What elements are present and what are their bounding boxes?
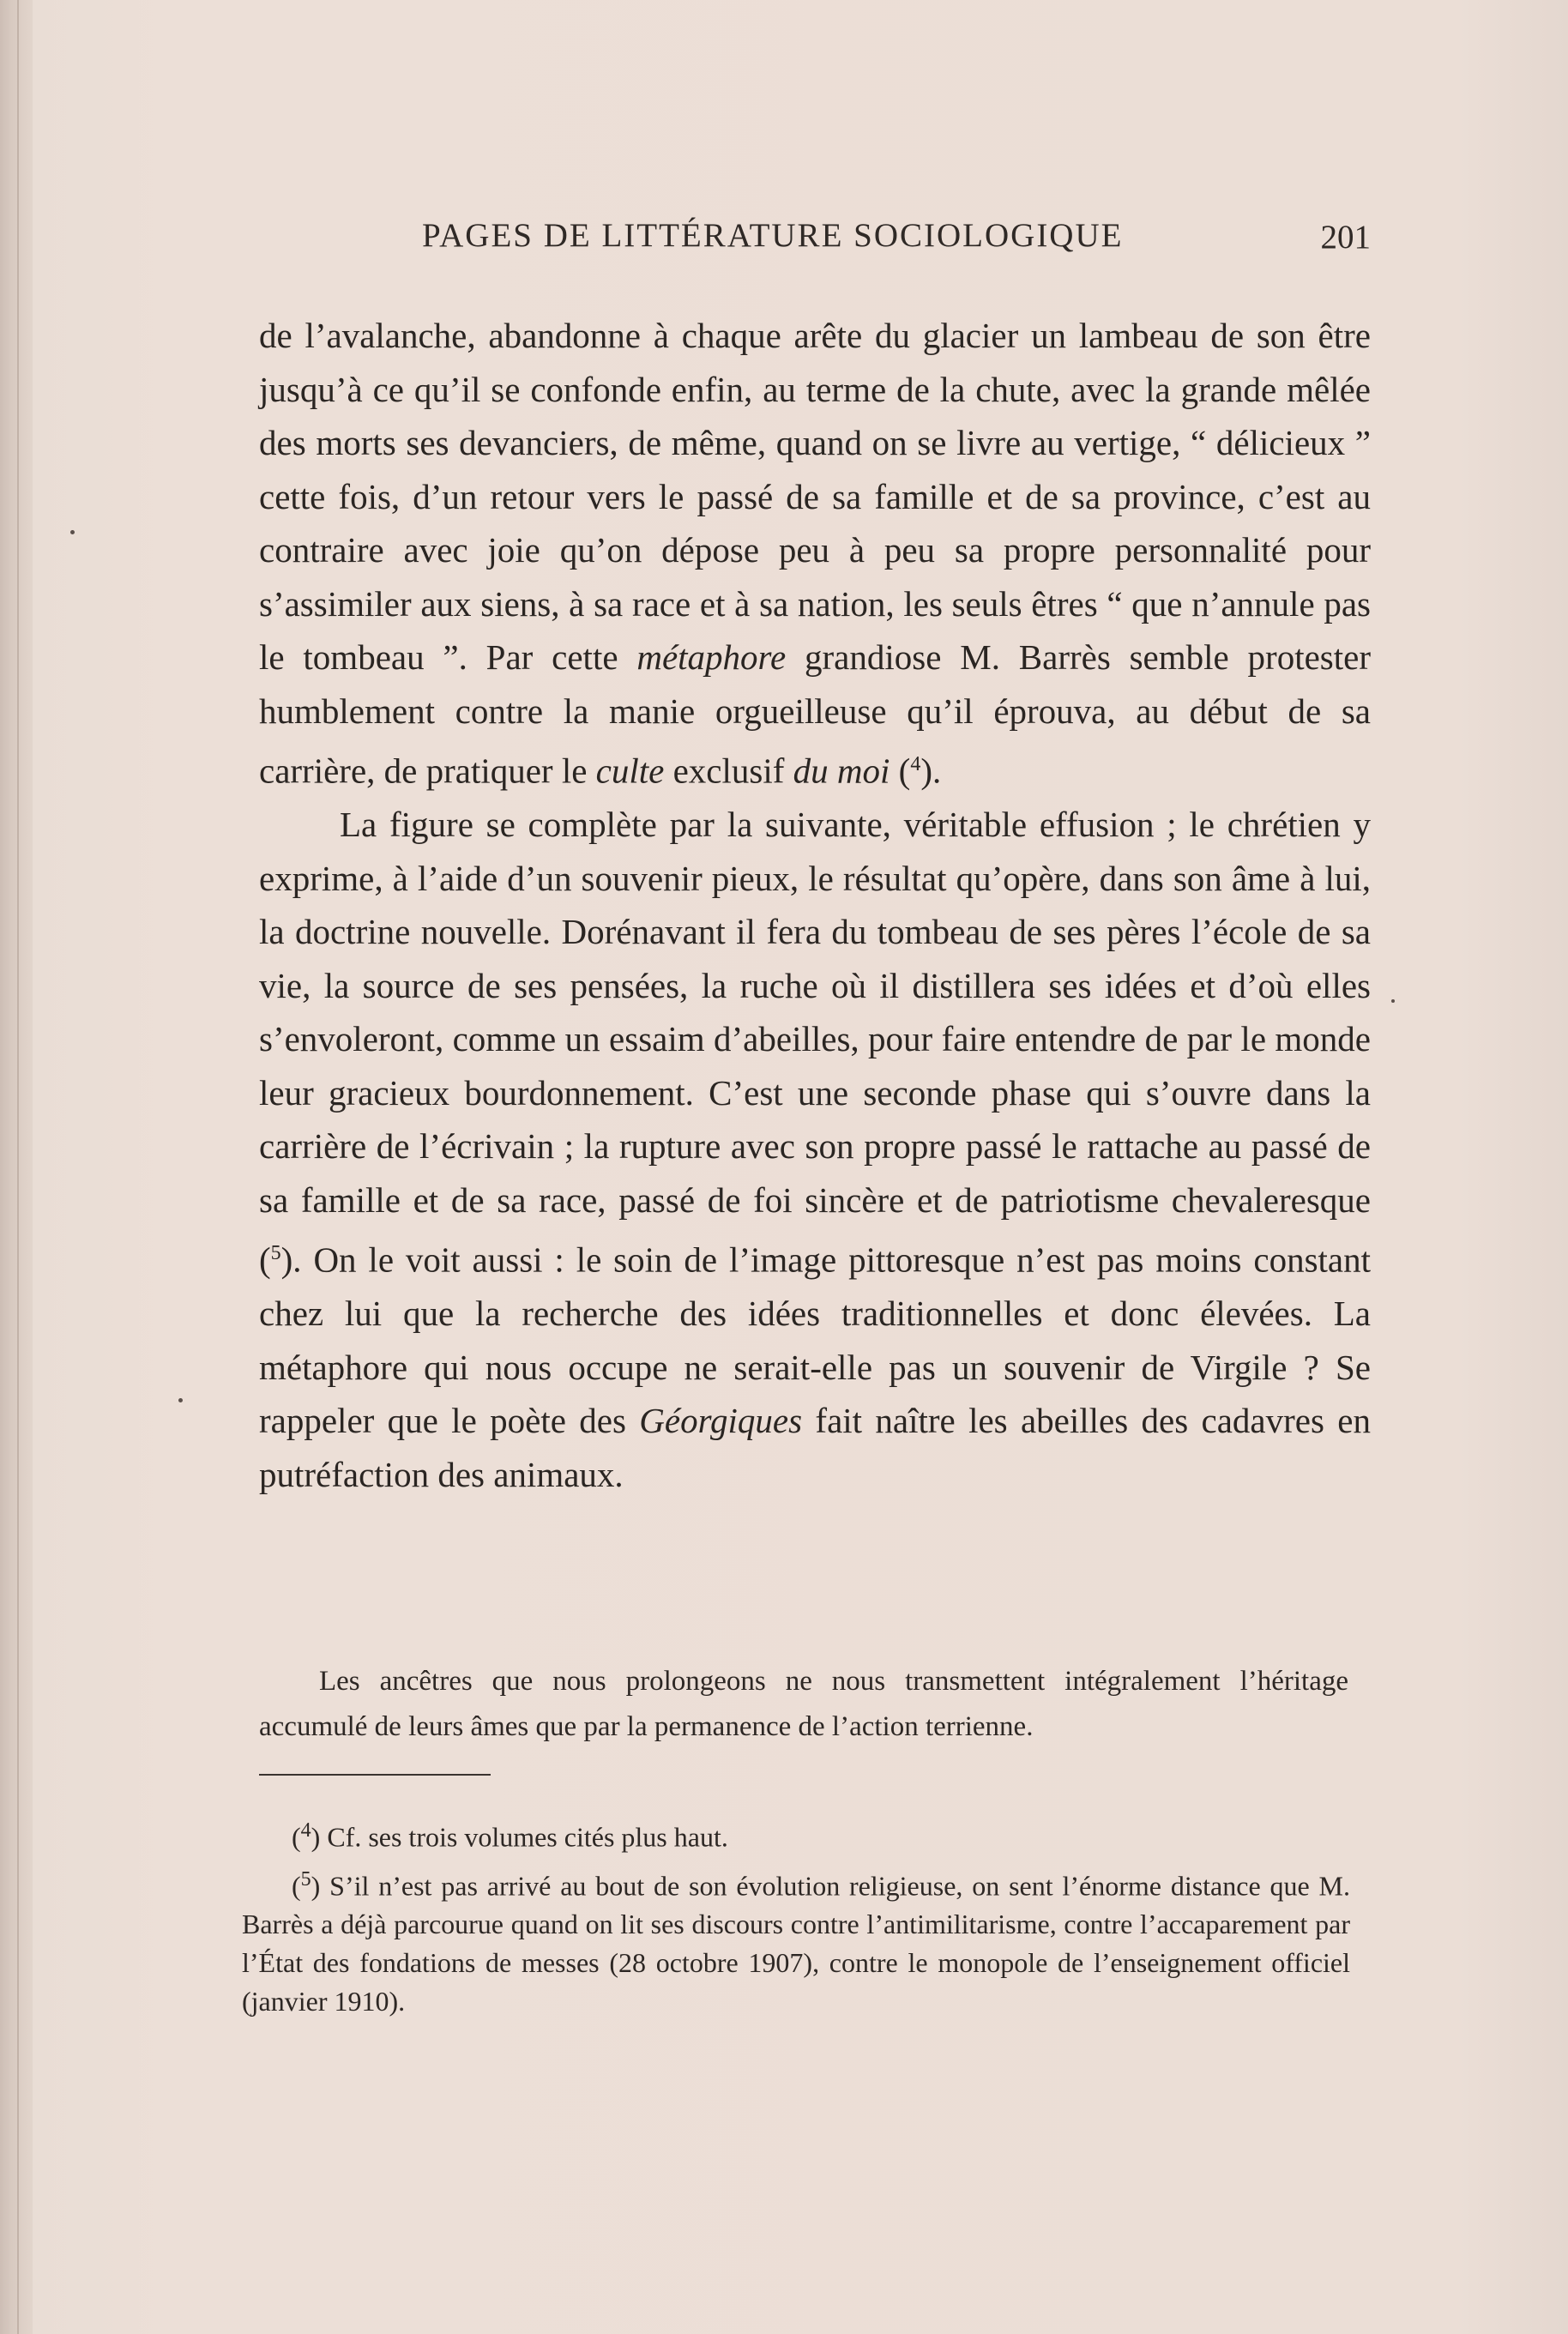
footnote-text: Cf. ses trois volumes cités plus haut. bbox=[320, 1821, 728, 1853]
paragraph-2 bbox=[259, 798, 1371, 1501]
paragraph-2-text-a: La figure se complète par la suivante, véritable effusion ; le chrétien y exprime, à l’aide d’un souvenir pieux, le résultat qu’opère, dans son âme à lui, la doctrine nouvelle. Dorénavant il fera du tombeau de ses pères l’école de sa vie, la source de ses pensées, la ruche où il distillera ses idées et d’où elles s’envoleront, comme un essaim d’abeilles, pour faire entendre de par le monde leur gracieux bourdonnement. C’est une seconde phase qui s’ouvre dans la carrière de l’écrivain ; la rupture avec son propre passé le rattache au passé de sa famille et de sa race, passé de foi sincère et de patriotisme chevaleresque ( bbox=[259, 805, 1371, 1280]
page-header bbox=[422, 216, 1371, 268]
body-text bbox=[259, 309, 1371, 1501]
footnote-ref-5: 5 bbox=[270, 1242, 281, 1265]
page-spine-shadow bbox=[0, 0, 33, 2334]
italic-term-metaphore: métaphore bbox=[636, 637, 787, 677]
paragraph-1-text-d: ( bbox=[890, 751, 911, 791]
block-quote: Les ancêtres que nous prolongeons ne nous transmettent intégralement l’héritage accumulé de leurs âmes que par la permanence de l’action terrienne. bbox=[259, 1666, 1348, 1742]
spine-line bbox=[17, 0, 19, 2334]
paragraph-2-text-c: fait naître les abeilles des cadavres en putréfaction des animaux. bbox=[259, 1401, 1371, 1494]
running-title: PAGES DE LITTÉRATURE SOCIOLOGIQUE bbox=[422, 217, 1124, 254]
footnotes bbox=[242, 1812, 1350, 2024]
paragraph-1 bbox=[259, 309, 1371, 798]
footnote-5: ($^5$) S’il n’est pas arrivé au bout de son évolution religieuse, on sent l’énorme distance que M. Barrès a déjà parcourue quand on lit ses discours contre l’antimilitarisme, contre l’accaparement par l’État des fondations de messes (28 octobre 1907), contre le monopole de l’enseignement officiel (janvier 1910). bbox=[242, 1867, 1350, 2017]
paragraph-1-text-b: grandiose M. Barrès semble protester humblement contre la manie orgueilleuse qu’il éprouva, au début de sa carrière, de pratiquer le bbox=[259, 637, 1371, 791]
footnote-separator bbox=[259, 1774, 491, 1776]
paper-speck bbox=[1391, 999, 1395, 1003]
footnote-ref-4: 4 bbox=[910, 753, 921, 775]
paper-speck bbox=[178, 1398, 183, 1402]
footnote-marker: 4 bbox=[300, 1819, 311, 1842]
footnote-4: ($^4$) Cf. ses trois volumes cités plus haut. bbox=[292, 1819, 728, 1853]
page-number: 201 bbox=[1320, 219, 1371, 256]
paragraph-1-text-e: ). bbox=[920, 751, 942, 791]
paper-speck bbox=[70, 530, 75, 534]
footnote-text: S’il n’est pas arrivé au bout de son évolution religieuse, on sent l’énorme distance que M. Barrès a déjà parcourue quand on lit ses discours contre l’antimilitarisme, contre l’accaparement par l’État des fondations de messes (28 octobre 1907), contre le monopole de l’enseignement officiel (janvier 1910). bbox=[242, 1870, 1350, 2017]
italic-title-georgiques: Géorgiques bbox=[639, 1401, 803, 1441]
paragraph-1-text-a: de l’avalanche, abandonne à chaque arête du glacier un lambeau de son être jusqu’à ce qu’il se confonde enfin, au terme de la chute, avec la grande mêlée des morts ses devanciers, de même, quand on se livre au vertige, “ délicieux ” cette fois, d’un retour vers le passé de sa famille et de sa province, c’est au contraire avec joie qu’on dépose peu à peu sa propre personnalité pour s’assimiler aux siens, à sa race et à sa nation, les seuls êtres “ que n’annule pas le tombeau ”. Par cette bbox=[259, 316, 1371, 677]
paragraph-1-text-c: exclusif bbox=[664, 751, 793, 791]
italic-term-culte: culte bbox=[595, 751, 665, 791]
footnote-marker: 5 bbox=[300, 1867, 311, 1891]
italic-term-du-moi: du moi bbox=[793, 751, 890, 791]
paragraph-2-text-b: ). On le voit aussi : le soin de l’image pittoresque n’est pas moins constant chez lui que la recherche des idées traditionnelles et donc élevées. La métaphore qui nous occupe ne serait-elle pas un souvenir de Virgile ? Se rappeler que le poète des bbox=[259, 1239, 1371, 1441]
